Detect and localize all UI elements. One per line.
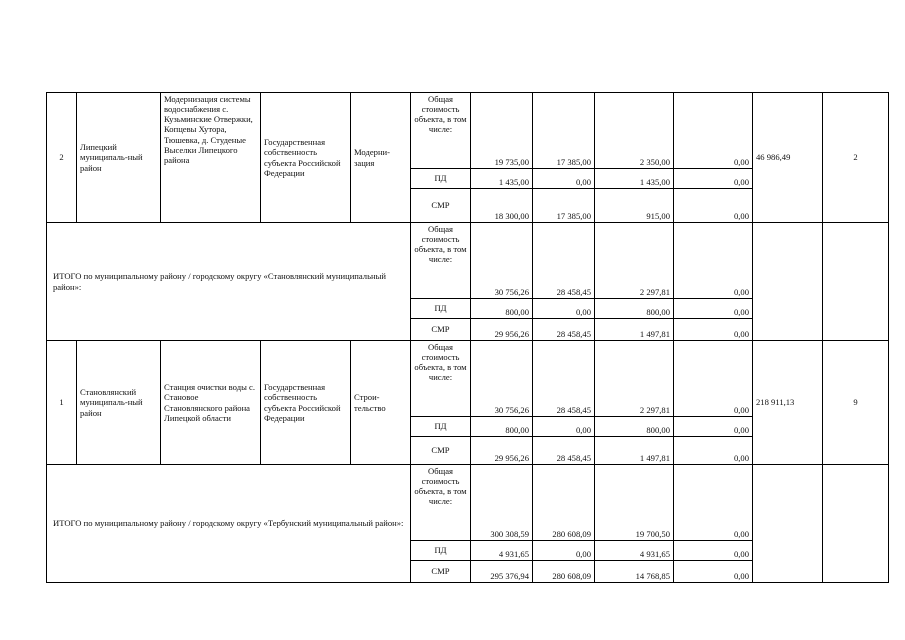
value-cell: 19 700,50 xyxy=(595,465,674,541)
cost-type-total: Общая стоимость объекта, в том числе: xyxy=(411,465,471,541)
value-cell: 800,00 xyxy=(471,299,533,319)
capacity-cell: 46 986,49 xyxy=(753,93,823,223)
work-type-cell: Строи-тельство xyxy=(351,341,411,465)
empty-cell xyxy=(823,465,889,583)
cost-type-pd: ПД xyxy=(411,417,471,437)
value-cell: 30 756,26 xyxy=(471,223,533,299)
value-cell: 915,00 xyxy=(595,189,674,223)
district-cell: Липецкий муниципаль-ный район xyxy=(77,93,161,223)
value-cell: 0,00 xyxy=(674,437,753,465)
ownership-cell: Государственная собственность субъекта Российской Федерации xyxy=(261,93,351,223)
value-cell: 800,00 xyxy=(471,417,533,437)
table-row xyxy=(47,465,889,541)
value-cell: 0,00 xyxy=(674,169,753,189)
row-number: 2 xyxy=(47,93,77,223)
value-cell: 18 300,00 xyxy=(471,189,533,223)
value-cell: 0,00 xyxy=(533,169,595,189)
subtotal-label: ИТОГО по муниципальному району / городскому округу «Становлянский муниципальный район»: xyxy=(47,223,411,341)
count-cell: 9 xyxy=(823,341,889,465)
table-row xyxy=(47,93,889,169)
value-cell: 14 768,85 xyxy=(595,561,674,583)
cost-type-smr: СМР xyxy=(411,189,471,223)
count-cell: 2 xyxy=(823,93,889,223)
value-cell: 0,00 xyxy=(674,189,753,223)
value-cell: 280 608,09 xyxy=(533,561,595,583)
value-cell: 0,00 xyxy=(533,541,595,561)
value-cell: 28 458,45 xyxy=(533,319,595,341)
value-cell: 4 931,65 xyxy=(595,541,674,561)
value-cell: 28 458,45 xyxy=(533,341,595,417)
value-cell: 0,00 xyxy=(674,561,753,583)
empty-cell xyxy=(823,223,889,341)
cost-type-pd: ПД xyxy=(411,541,471,561)
investment-table xyxy=(46,92,889,583)
value-cell: 17 385,00 xyxy=(533,189,595,223)
value-cell: 0,00 xyxy=(533,417,595,437)
value-cell: 0,00 xyxy=(674,417,753,437)
cost-type-total: Общая стоимость объекта, в том числе: xyxy=(411,93,471,169)
value-cell: 28 458,45 xyxy=(533,437,595,465)
cost-type-total: Общая стоимость объекта, в том числе: xyxy=(411,223,471,299)
value-cell: 4 931,65 xyxy=(471,541,533,561)
object-name-cell: Модернизация системы водоснабжения с. Кузьминские Отвержки, Копцевы Хутора, Тюшевка, д. Студеные Выселки Липецкого района xyxy=(161,93,261,223)
value-cell: 1 497,81 xyxy=(595,319,674,341)
value-cell: 2 297,81 xyxy=(595,223,674,299)
work-type-cell: Модерни-зация xyxy=(351,93,411,223)
value-cell: 0,00 xyxy=(674,93,753,169)
value-cell: 0,00 xyxy=(674,319,753,341)
value-cell: 19 735,00 xyxy=(471,93,533,169)
value-cell: 2 297,81 xyxy=(595,341,674,417)
table-row xyxy=(47,341,889,417)
value-cell: 1 435,00 xyxy=(595,169,674,189)
table-row xyxy=(47,223,889,299)
value-cell: 1 497,81 xyxy=(595,437,674,465)
cost-type-smr: СМР xyxy=(411,437,471,465)
value-cell: 0,00 xyxy=(674,299,753,319)
value-cell: 1 435,00 xyxy=(471,169,533,189)
value-cell: 0,00 xyxy=(674,223,753,299)
value-cell: 800,00 xyxy=(595,299,674,319)
cost-type-smr: СМР xyxy=(411,561,471,583)
value-cell: 0,00 xyxy=(674,465,753,541)
value-cell: 295 376,94 xyxy=(471,561,533,583)
empty-cell xyxy=(753,223,823,341)
district-cell: Становлянский муниципаль-ный район xyxy=(77,341,161,465)
value-cell: 300 308,59 xyxy=(471,465,533,541)
value-cell: 30 756,26 xyxy=(471,341,533,417)
object-name-cell: Станция очистки воды с. Становое Становлянского района Липецкой области xyxy=(161,341,261,465)
value-cell: 29 956,26 xyxy=(471,319,533,341)
subtotal-label: ИТОГО по муниципальному району / городскому округу «Тербунский муниципальный район»: xyxy=(47,465,411,583)
value-cell: 0,00 xyxy=(674,341,753,417)
empty-cell xyxy=(753,465,823,583)
value-cell: 0,00 xyxy=(674,541,753,561)
capacity-cell: 218 911,13 xyxy=(753,341,823,465)
value-cell: 280 608,09 xyxy=(533,465,595,541)
value-cell: 17 385,00 xyxy=(533,93,595,169)
value-cell: 28 458,45 xyxy=(533,223,595,299)
cost-type-pd: ПД xyxy=(411,169,471,189)
value-cell: 0,00 xyxy=(533,299,595,319)
value-cell: 800,00 xyxy=(595,417,674,437)
row-number: 1 xyxy=(47,341,77,465)
cost-type-pd: ПД xyxy=(411,299,471,319)
value-cell: 2 350,00 xyxy=(595,93,674,169)
cost-type-total: Общая стоимость объекта, в том числе: xyxy=(411,341,471,417)
value-cell: 29 956,26 xyxy=(471,437,533,465)
cost-type-smr: СМР xyxy=(411,319,471,341)
ownership-cell: Государственная собственность субъекта Российской Федерации xyxy=(261,341,351,465)
